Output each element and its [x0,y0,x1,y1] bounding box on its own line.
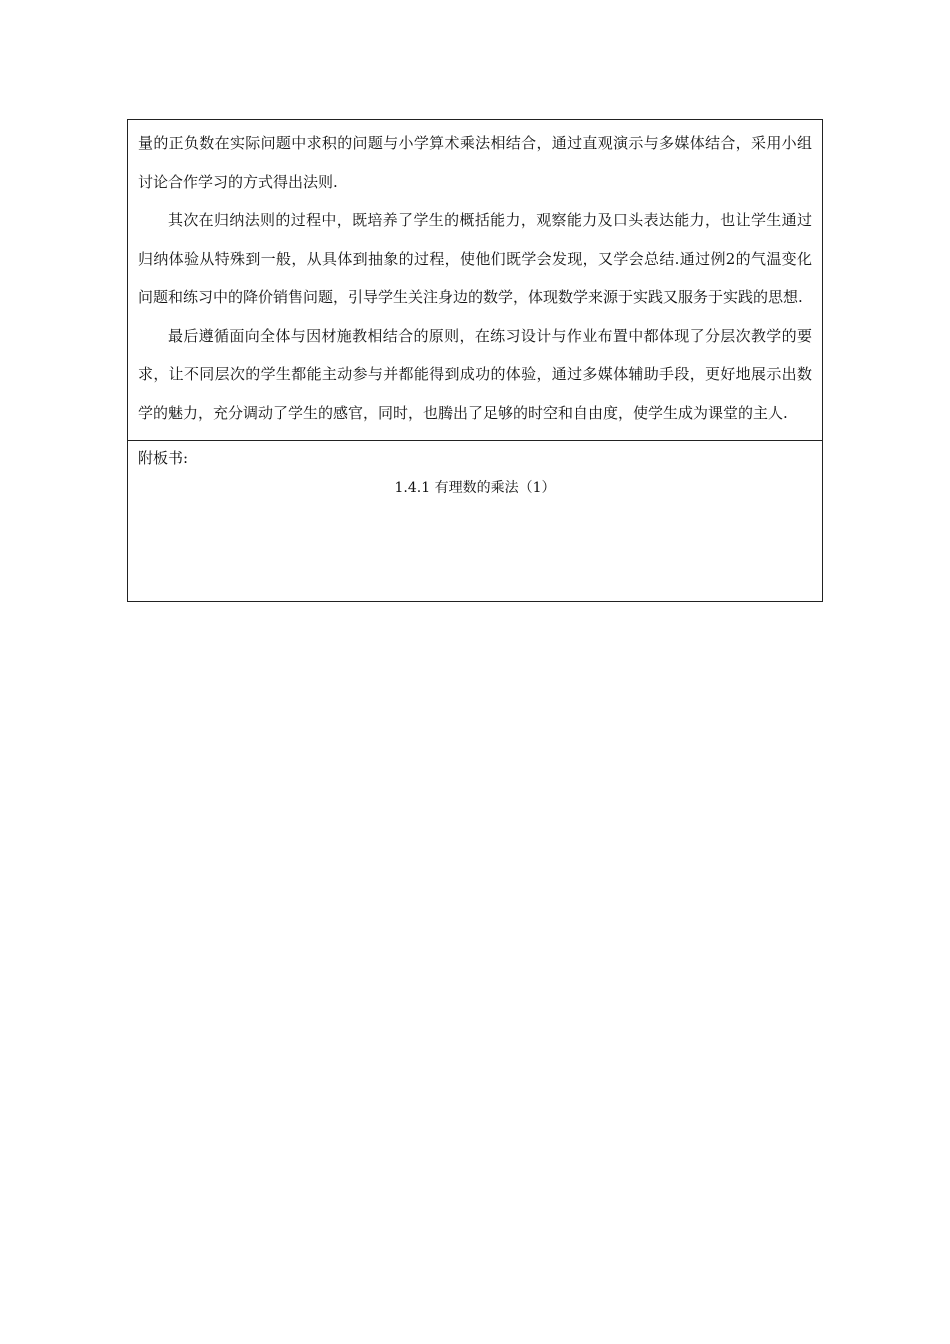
reflection-paragraph-2: 其次在归纳法则的过程中，既培养了学生的概括能力，观察能力及口头表达能力，也让学生通过归纳体验从特殊到一般，从具体到抽象的过程，使他们既学会发现，又学会总结.通过例2的气温变化问题和练习中的降价销售问题，引导学生关注身边的数学，体现数学来源于实践又服务于实践的思想. [138,211,812,306]
blackboard-design-cell [128,441,822,601]
reflection-paragraph-1: 量的正负数在实际问题中求积的问题与小学算术乘法相结合，通过直观演示与多媒体结合，采用小组讨论合作学习的方式得出法则. [138,134,812,191]
board-label: 附板书: [138,449,189,467]
board-title: 1.4.1 有理数的乘法（1） [394,480,556,496]
teaching-reflection-cell [128,120,822,441]
reflection-paragraph-3: 最后遵循面向全体与因材施教相结合的原则，在练习设计与作业布置中都体现了分层次教学的要求，让不同层次的学生都能主动参与并都能得到成功的体验，通过多媒体辅助手段，更好地展示出数学的魅力，充分调动了学生的感官，同时，也腾出了足够的时空和自由度，使学生成为课堂的主人. [138,326,812,422]
lesson-table [127,119,823,602]
